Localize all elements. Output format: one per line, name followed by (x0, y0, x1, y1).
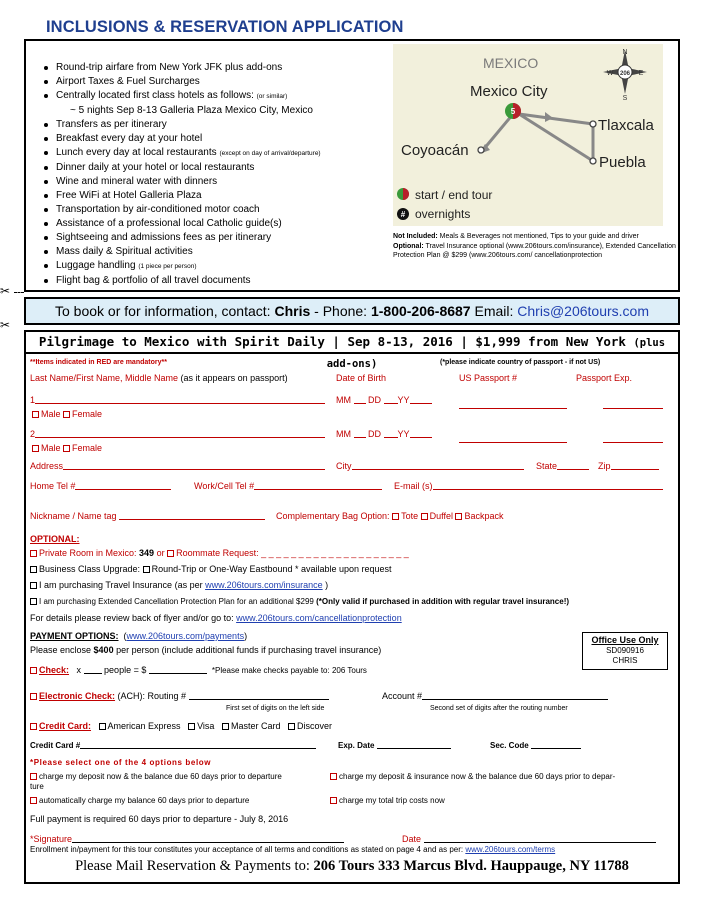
route-map-svg (393, 44, 663, 226)
visa-checkbox[interactable] (188, 723, 195, 730)
col-name-header: Last Name/First Name, Middle Name (as it appears on passport) (30, 373, 288, 383)
optional-heading: OPTIONAL: (30, 534, 80, 544)
option-1-checkbox[interactable] (30, 773, 37, 780)
bullet-icon (44, 194, 48, 198)
inclusions-list (48, 61, 403, 288)
scissors-icon: ✂ (0, 284, 11, 298)
passport-note: (*please indicate country of passport - if not US) (440, 359, 601, 366)
address-row: Address (30, 461, 325, 471)
inclusion-text: Free WiFi at Hotel Galleria Plaza (56, 190, 202, 201)
check-people-field[interactable] (84, 665, 102, 674)
state-row: State (536, 461, 589, 471)
bullet-icon (44, 66, 48, 70)
bullet-icon (44, 151, 48, 155)
inclusion-text: Transfers as per itinerary (56, 119, 167, 130)
date-row: Date (402, 834, 656, 844)
bullet-icon (44, 180, 48, 184)
bullet-icon (44, 80, 48, 84)
address-field[interactable] (63, 461, 325, 470)
mailing-address (24, 858, 680, 875)
map-nights-count: 5 (510, 107, 516, 116)
roommate-checkbox[interactable] (167, 550, 174, 557)
not-included-notes (393, 232, 678, 261)
zip-field[interactable] (611, 461, 659, 470)
traveler-2-name-field[interactable] (35, 429, 325, 438)
insurance-link[interactable]: www.206tours.com/insurance (205, 580, 323, 590)
inclusion-text: ~ 5 nights Sep 8-13 Galleria Plaza Mexico City, Mexico (70, 105, 313, 116)
col-exp-header: Passport Exp. (576, 373, 633, 383)
inclusion-item (48, 146, 403, 161)
page-title: INCLUSIONS & RESERVATION APPLICATION (46, 18, 404, 36)
exp-date-field[interactable] (377, 740, 451, 749)
route-lines (479, 112, 593, 161)
option-3-row: automatically charge my balance 60 days prior to departure (30, 796, 249, 805)
nickname-field[interactable] (119, 511, 265, 520)
office-use-box (582, 632, 668, 670)
credit-card-checkbox[interactable] (30, 723, 37, 730)
inclusion-item (48, 231, 403, 245)
inclusion-text: Mass daily & Spiritual activities (56, 246, 193, 257)
routing-note: First set of digits on the left side (226, 705, 325, 712)
cancellation-link[interactable]: www.206tours.com/cancellationprotection (236, 613, 402, 623)
optional-note-label: Optional: (393, 242, 424, 250)
account-row: Account # (382, 691, 608, 701)
inclusion-note: (1 piece per person) (138, 263, 197, 270)
signature-row: *Signature (30, 834, 344, 844)
inclusion-text: Assistance of a professional local Catholic guide(s) (56, 218, 282, 229)
amex-checkbox[interactable] (99, 723, 106, 730)
inclusion-text: Wine and mineral water with dinners (56, 176, 218, 187)
terms-link[interactable]: www.206tours.com/terms (465, 845, 556, 854)
exp-date-row: Exp. Date (338, 740, 451, 750)
traveler-2-gender: Male Female (32, 443, 102, 453)
insurance-checkbox[interactable] (30, 582, 37, 589)
map-dot-tlaxcala (590, 121, 596, 127)
inclusion-text: Breakfast every day at your hotel (56, 133, 203, 144)
date-field[interactable] (424, 834, 656, 843)
mandatory-note: **Items indicated in RED are mandatory** (30, 359, 167, 366)
inclusion-item (48, 274, 403, 288)
legend-overnights-symbol: # (400, 210, 406, 219)
traveler-2-passport-field[interactable] (459, 429, 567, 447)
col-passport-header: US Passport # (459, 373, 518, 383)
work-tel-row: Work/Cell Tel # (194, 481, 382, 491)
account-note: Second set of digits after the routing number (430, 705, 568, 712)
private-room-row: Private Room in Mexico: 349 or Roommate Request: _ _ _ _ _ _ _ _ _ _ _ _ _ _ _ _ _ _ _ _ (30, 548, 409, 558)
contact-email-label: Email: (470, 303, 518, 319)
inclusion-text: Centrally located first class hotels as follows: (56, 90, 254, 101)
inclusion-item (48, 203, 403, 217)
inclusion-item (48, 75, 403, 89)
traveler-1-exp-field[interactable] (603, 395, 663, 413)
traveler-1-name-field[interactable] (35, 395, 325, 404)
city-field[interactable] (352, 461, 524, 470)
sec-code-field[interactable] (531, 740, 581, 749)
inclusion-text: Lunch every day at local restaurants (56, 147, 217, 158)
female-checkbox-2[interactable] (63, 445, 70, 452)
backpack-checkbox[interactable] (455, 513, 462, 520)
bullet-icon (44, 222, 48, 226)
cc-number-row: Credit Card # (30, 740, 316, 750)
nickname-row: Nickname / Name tag (30, 511, 265, 521)
traveler-2-row: 2 (30, 429, 325, 439)
map-dot-puebla (590, 158, 596, 164)
inclusion-text: Flight bag & portfolio of all travel documents (56, 275, 251, 286)
option-4-row: charge my total trip costs now (330, 796, 445, 805)
bullet-icon (44, 236, 48, 240)
office-code: SD090916 (606, 646, 644, 655)
option-2-continued: ture (30, 782, 44, 791)
contact-name: Chris (274, 303, 311, 319)
compass-brand: 206 (619, 71, 631, 77)
home-tel-field[interactable] (75, 481, 171, 490)
routing-field[interactable] (189, 691, 329, 700)
ecpp-checkbox[interactable] (30, 598, 37, 605)
account-field[interactable] (422, 691, 608, 700)
contact-phone[interactable]: 1-800-206-8687 (370, 303, 471, 319)
traveler-1-row: 1 (30, 395, 325, 405)
ach-row: Electronic Check: (ACH): Routing # (30, 691, 329, 701)
bullet-icon (44, 137, 48, 141)
trip-headline-text: Pilgrimage to Mexico with Spirit Daily | Sep 8-13, 2016 | $1,999 from New York (38, 334, 626, 349)
business-class-checkbox[interactable] (30, 566, 37, 573)
inclusion-item (48, 245, 403, 259)
email-field[interactable] (433, 481, 663, 490)
map-city-mexico: Mexico City (470, 83, 548, 100)
not-included-label: Not Included: (393, 233, 438, 240)
check-checkbox[interactable] (30, 667, 37, 674)
office-agent: CHRIS (612, 656, 638, 665)
compass-e: E (638, 70, 644, 77)
inclusion-text: Luggage handling (56, 260, 136, 271)
sec-code-row: Sec. Code (490, 740, 581, 750)
compass-n: N (622, 49, 628, 56)
not-included-text: Meals & Beverages not mentioned, Tips to your guide and driver (437, 233, 639, 240)
reservation-form (24, 330, 680, 884)
credit-card-row: Credit Card: American Express Visa Master Card Discover (30, 721, 332, 731)
route-map (393, 44, 663, 226)
contact-email-link[interactable]: Chris@206tours.com (517, 303, 649, 319)
inclusion-item (48, 217, 403, 231)
inclusion-text: Airport Taxes & Fuel Surcharges (56, 76, 200, 87)
check-amount-field[interactable] (149, 665, 207, 674)
inclusion-text: Transportation by air-conditioned motor coach (56, 204, 260, 215)
inclusion-item (48, 104, 403, 118)
option-2-row: charge my deposit & insurance now & the balance due 60 days prior to depar- (330, 772, 672, 782)
col-dob-header: Date of Birth (336, 373, 387, 383)
option-2-checkbox[interactable] (330, 773, 337, 780)
enrollment-note: Enrollment in/payment for this tour constitutes your acceptance of all terms and conditions as stated on page 4 and as per: www.206tours.com/terms (30, 845, 556, 854)
private-room-checkbox[interactable] (30, 550, 37, 557)
optional-note-text: Travel Insurance optional (www.206tours.com/insurance), Extended Cancellation Protection Plan @ $299 (www.206tours.com/ cancellationprotection (393, 242, 676, 259)
inclusion-item (48, 61, 403, 75)
mailing-prefix: Please Mail Reservation & Payments to: (75, 858, 314, 874)
check-row: Check: x people = $ *Please make checks payable to: 206 Tours (30, 665, 367, 675)
city-row: City (336, 461, 524, 471)
bullet-icon (44, 166, 48, 170)
details-row: For details please review back of flyer and/or go to: www.206tours.com/cancellationprotection (30, 613, 402, 623)
bullet-icon (44, 279, 48, 283)
contact-phone-label: - Phone: (310, 303, 371, 319)
bullet-icon (44, 94, 48, 98)
inclusion-text: Sightseeing and admissions fees as per itinerary (56, 232, 272, 243)
option-1-row: charge my deposit now & the balance due 60 days prior to departure (30, 772, 282, 781)
ach-checkbox[interactable] (30, 693, 37, 700)
inclusion-note: (except on day of arrival/departure) (219, 150, 321, 157)
duffel-checkbox[interactable] (421, 513, 428, 520)
scissors-icon-2: ✂ (0, 318, 11, 332)
compass-w: W (606, 70, 614, 77)
round-trip-checkbox[interactable] (143, 566, 150, 573)
cc-number-field[interactable] (80, 740, 316, 749)
home-tel-row: Home Tel # (30, 481, 171, 491)
option-4-checkbox[interactable] (330, 797, 337, 804)
inclusion-item (48, 89, 403, 104)
bullet-icon (44, 264, 48, 268)
email-row: E-mail (s) (394, 481, 663, 491)
inclusion-item (48, 175, 403, 189)
zip-row: Zip (598, 461, 659, 471)
bullet-icon (44, 208, 48, 212)
map-city-coyoacan: Coyoacán (401, 142, 469, 159)
traveler-1-passport-field[interactable] (459, 395, 567, 413)
map-legend (397, 188, 492, 221)
inclusion-item (48, 132, 403, 146)
traveler-1-gender: Male Female (32, 409, 102, 419)
legend-overnights: overnights (415, 207, 471, 221)
inclusion-item (48, 259, 403, 274)
contact-bar (24, 297, 680, 325)
option-3-checkbox[interactable] (30, 797, 37, 804)
inclusion-note: (or similar) (256, 93, 288, 100)
map-country-label: MEXICO (483, 55, 539, 71)
tote-checkbox[interactable] (392, 513, 399, 520)
inclusion-item (48, 118, 403, 132)
map-city-tlaxcala: Tlaxcala (598, 117, 654, 134)
deposit-row: Please enclose $400 per person (include additional funds if purchasing travel insurance) (30, 645, 382, 655)
traveler-2-exp-field[interactable] (603, 429, 663, 447)
male-checkbox-2[interactable] (32, 445, 39, 452)
compass-icon (603, 49, 647, 102)
male-checkbox-1[interactable] (32, 411, 39, 418)
payment-heading-row: PAYMENT OPTIONS: (www.206tours.com/payments) (30, 631, 248, 641)
office-use-title: Office Use Only (591, 635, 659, 645)
traveler-2-dob: MM DD YY (336, 429, 432, 439)
contact-prefix: To book or for information, contact: (55, 303, 275, 319)
mastercard-checkbox[interactable] (222, 723, 229, 730)
inclusion-text: Dinner daily at your hotel or local restaurants (56, 162, 255, 173)
bag-option-row: Complementary Bag Option: Tote Duffel Backpack (276, 511, 504, 521)
full-payment-note: Full payment is required 60 days prior to departure - July 8, 2016 (30, 814, 289, 824)
bullet-icon (44, 123, 48, 127)
mailing-address-text: 206 Tours 333 Marcus Blvd. Hauppauge, NY 11788 (313, 858, 629, 874)
female-checkbox-1[interactable] (63, 411, 70, 418)
map-dot-coyoacan (478, 147, 484, 153)
compass-s: S (622, 95, 628, 102)
work-tel-field[interactable] (254, 481, 382, 490)
inclusion-text: Round-trip airfare from New York JFK plus add-ons (56, 62, 283, 73)
state-field[interactable] (557, 461, 589, 470)
select-option-note: *Please select one of the 4 options below (30, 758, 212, 767)
discover-checkbox[interactable] (288, 723, 295, 730)
insurance-row: I am purchasing Travel Insurance (as per www.206tours.com/insurance ) (30, 580, 328, 590)
business-class-row: Business Class Upgrade: Round-Trip or One-Way Eastbound * available upon request (30, 564, 392, 574)
cut-line (14, 292, 24, 293)
ecpp-row: I am purchasing Extended Cancellation Protection Plan for an additional $299 (*Only valid if purchased in addition with regular travel insurance!) (30, 597, 569, 606)
inclusion-item (48, 189, 403, 203)
map-city-puebla: Puebla (599, 154, 646, 171)
signature-field[interactable] (72, 834, 344, 843)
traveler-1-dob: MM DD YY (336, 395, 432, 405)
bullet-icon (44, 250, 48, 254)
legend-start-end: start / end tour (415, 188, 493, 202)
inclusion-item (48, 161, 403, 175)
trip-headline-suffix: (plus add-ons) (326, 337, 666, 370)
payments-link[interactable]: www.206tours.com/payments (126, 631, 245, 641)
